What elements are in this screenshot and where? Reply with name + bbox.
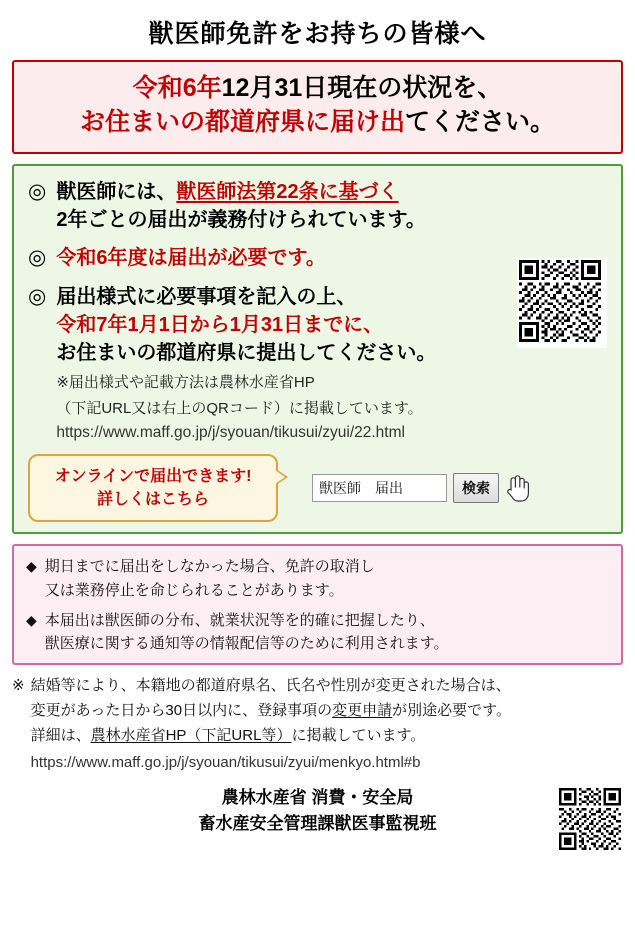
bullet-1-line-1-pre: 獣医師には、	[56, 180, 177, 203]
bottom-note-line-2-post: が別途必要です。	[392, 702, 511, 720]
bullet-3-note-2: （下記URL又は右上のQRコード）に掲載しています。	[56, 400, 423, 418]
search-widget	[312, 473, 531, 503]
callout-line-2: 詳しくはこちら	[96, 491, 209, 509]
caution-2-line-2: 獣医療に関する通知等の情報配信等のために利用されます。	[44, 635, 449, 653]
bottom-note-line-3-pre: 詳細は、	[30, 726, 91, 744]
footer-line-1: 農林水産省 消費・安全局	[221, 788, 414, 808]
headline-line-1	[20, 72, 615, 106]
bullet-3-line-1: 届出様式に必要事項を記入の上、	[56, 285, 357, 308]
headline-line-2-red: お住まいの都道府県に届け出	[79, 107, 405, 136]
headline-line-1-red: 令和6年	[132, 74, 222, 102]
footer-organization	[12, 785, 623, 836]
maff-menkyo-url[interactable]: https://www.maff.go.jp/j/syouan/tikusui/zyui/menkyo.html#b	[30, 753, 421, 771]
bullet-1-line-1	[56, 178, 607, 206]
headline-line-1-black: 12月31日現在の状況を、	[221, 74, 503, 102]
bullet-2-line-1: 令和6年度は届出が必要です。	[56, 247, 326, 270]
bullet-1-line-2: 2年ごとの届出が義務付けられています。	[56, 208, 426, 231]
search-input[interactable]	[312, 474, 447, 502]
bullet-body-1	[56, 178, 607, 235]
caution-mark-2: ◆	[26, 611, 37, 628]
headline-box	[12, 60, 623, 154]
caution-1-line-1: 期日までに届出をしなかった場合、免許の取消し	[44, 558, 375, 576]
maff-form-url[interactable]: https://www.maff.go.jp/j/syouan/tikusui/zyui/22.html	[56, 423, 405, 441]
bullet-3-line-3: お住まいの都道府県に提出してください。	[56, 342, 437, 365]
caution-item-1	[26, 555, 609, 602]
pointer-hand-icon	[505, 474, 531, 502]
bottom-note-line-1: 結婚等により、本籍地の都道府県名、氏名や性別が変更された場合は、	[30, 677, 511, 695]
headline-line-2-black: てください。	[405, 107, 556, 136]
caution-body-2	[45, 609, 449, 656]
bullet-item-1	[28, 178, 607, 235]
qr-code-icon-main[interactable]	[517, 258, 607, 348]
bottom-note-body	[31, 674, 623, 775]
qr-code-icon-bottom[interactable]	[559, 788, 621, 850]
bullet-mark-3: ◎	[28, 284, 47, 308]
caution-body-1	[45, 555, 375, 602]
main-content-box	[12, 164, 623, 535]
online-application-row	[28, 454, 607, 522]
cautions-box	[12, 544, 623, 665]
online-application-callout[interactable]	[28, 454, 278, 522]
bottom-note-line-3-post: に掲載しています。	[291, 726, 426, 744]
bottom-note-line-3	[31, 724, 623, 749]
bottom-note-line-2-underline: 変更申請	[332, 702, 393, 720]
page-title: 獣医師免許をお持ちの皆様へ	[148, 20, 487, 48]
bullet-mark-2: ◎	[28, 246, 47, 270]
bottom-note-mark: ※	[12, 677, 25, 695]
search-button[interactable]: 検索	[453, 473, 499, 503]
footer-line-2: 畜水産安全管理課獣医事監視班	[198, 813, 437, 833]
bullet-3-line-2: 令和7年1月1日から1月31日までに、	[56, 314, 384, 337]
caution-1-line-2: 又は業務停止を命じられることがあります。	[44, 581, 344, 599]
bottom-note	[12, 674, 623, 775]
bullet-3-note-1: ※届出様式や記載方法は農林水産省HP	[56, 373, 315, 391]
bullet-1-line-1-underline: 獣医師法第22条に基づく	[176, 180, 399, 203]
caution-2-line-1: 本届出は獣医師の分布、就業状況等を的確に把握したり、	[44, 611, 435, 629]
caution-item-2	[26, 609, 609, 656]
bottom-note-line-3-underline: 農林水産省HP（下記URL等）	[90, 726, 292, 744]
poster-page	[0, 14, 635, 928]
callout-line-1: オンラインで届出できます!	[54, 468, 252, 486]
bullet-mark-1: ◎	[28, 179, 47, 203]
caution-mark-1: ◆	[26, 558, 37, 575]
bottom-note-line-2	[31, 699, 623, 724]
bottom-note-line-2-pre: 変更があった日から30日以内に、登録事項の	[30, 702, 333, 720]
headline-line-2	[20, 106, 615, 140]
